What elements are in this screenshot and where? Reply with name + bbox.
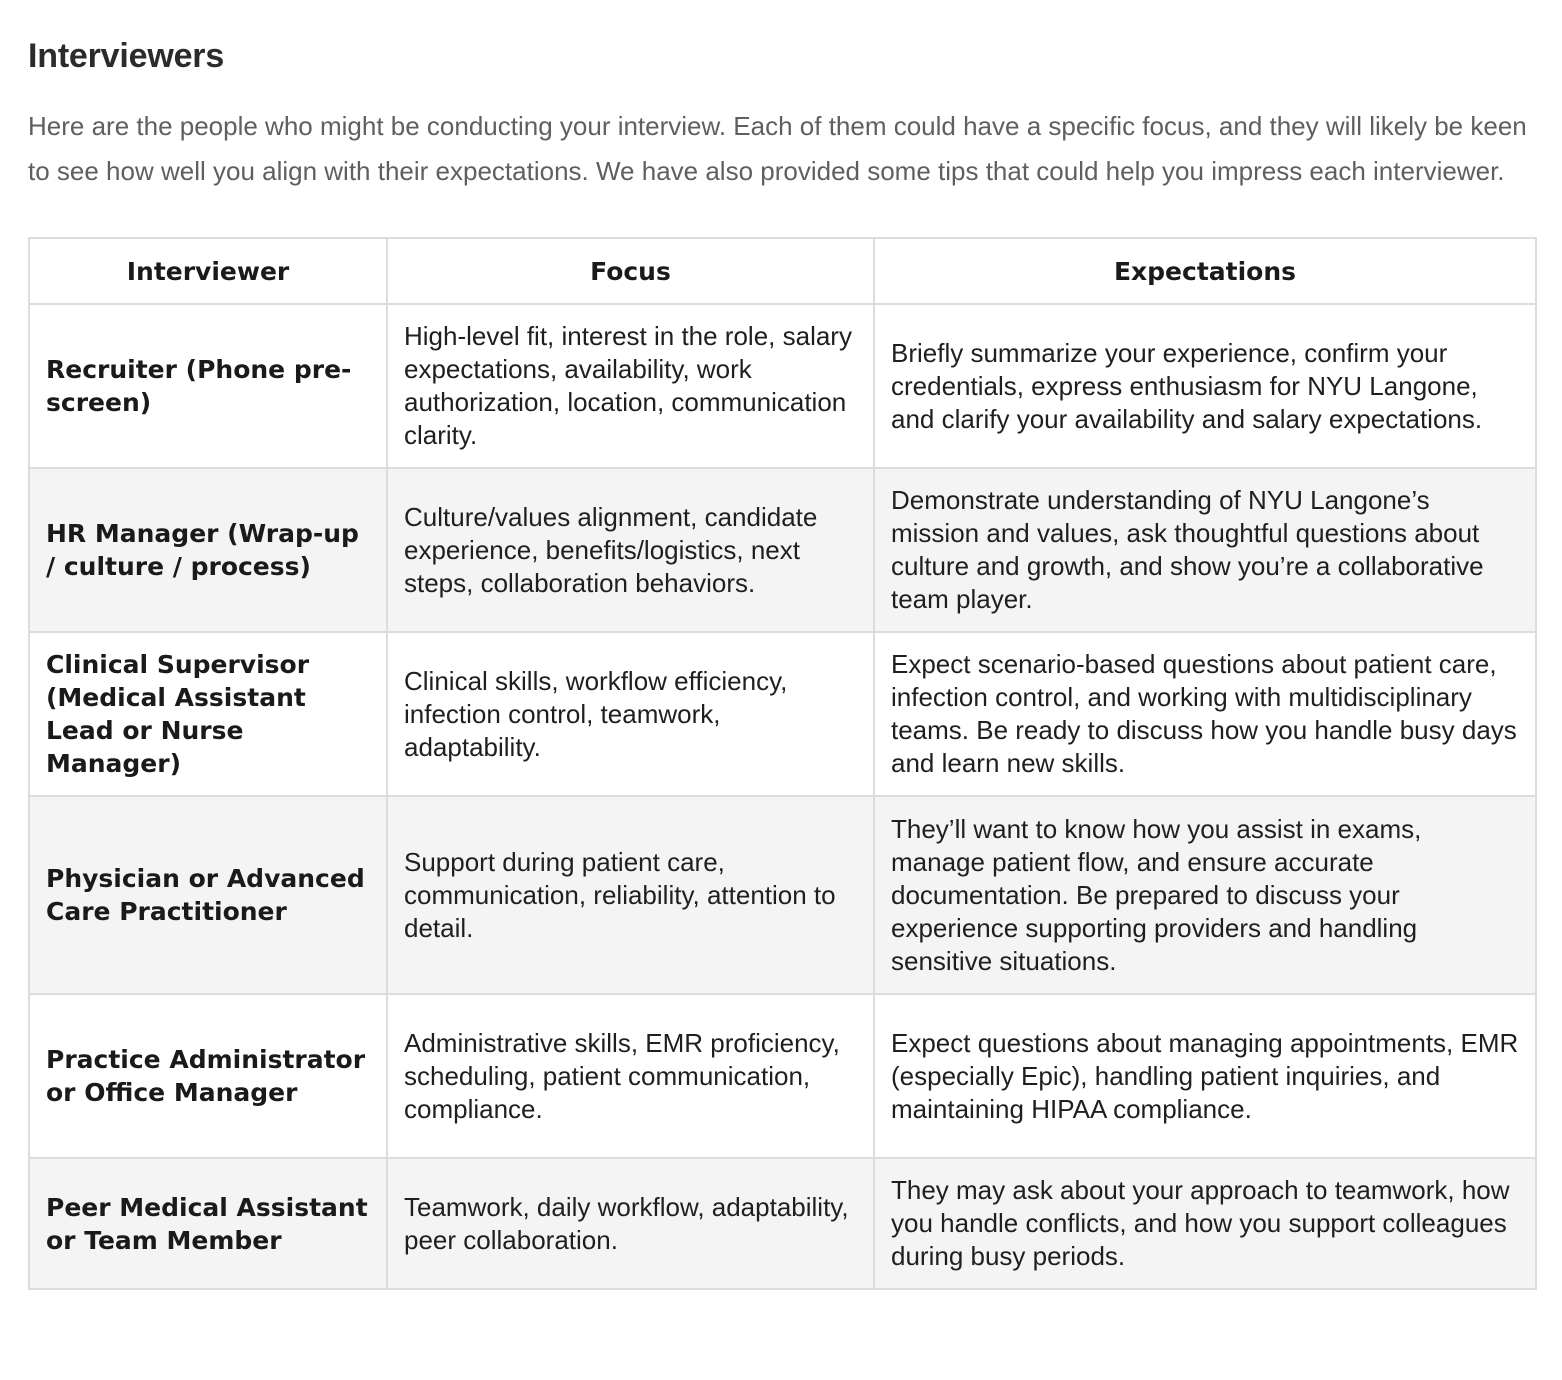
section-title: Interviewers	[28, 37, 225, 75]
table-body	[29, 304, 1536, 1289]
expectations-cell: Briefly summarize your experience, confirm your credentials, express enthusiasm for NYU Langone, and clarify your availability and salary expectations.	[874, 304, 1536, 468]
table-header	[29, 238, 1536, 304]
expectations-cell: They may ask about your approach to teamwork, how you handle conflicts, and how you support colleagues during busy periods.	[874, 1158, 1536, 1289]
interviewer-cell: Clinical Supervisor (Medical Assistant Lead or Nurse Manager)	[29, 632, 387, 796]
table-row	[29, 1158, 1536, 1289]
focus-cell: High-level fit, interest in the role, salary expectations, availability, work authorization, location, communication clarity.	[387, 304, 874, 468]
focus-cell: Clinical skills, workflow efficiency, infection control, teamwork, adaptability.	[387, 632, 874, 796]
expectations-cell: Expect scenario-based questions about patient care, infection control, and working with multidisciplinary teams. Be ready to discuss how you handle busy days and learn new skills.	[874, 632, 1536, 796]
table-row	[29, 468, 1536, 632]
interviewer-cell: HR Manager (Wrap-up / culture / process)	[29, 468, 387, 632]
header-focus: Focus	[387, 238, 874, 304]
expectations-cell: Demonstrate understanding of NYU Langone’s mission and values, ask thoughtful questions about culture and growth, and show you’re a collaborative team player.	[874, 468, 1536, 632]
header-row	[29, 238, 1536, 304]
focus-cell: Culture/values alignment, candidate experience, benefits/logistics, next steps, collaboration behaviors.	[387, 468, 874, 632]
interviewer-cell: Recruiter (Phone pre-screen)	[29, 304, 387, 468]
interviewers-table	[28, 237, 1537, 1290]
table-row	[29, 304, 1536, 468]
table-row	[29, 796, 1536, 994]
table-row	[29, 632, 1536, 796]
interviewer-cell: Physician or Advanced Care Practitioner	[29, 796, 387, 994]
expectations-cell: They’ll want to know how you assist in exams, manage patient flow, and ensure accurate documentation. Be prepared to discuss your experience supporting providers and handling sensitive situations.	[874, 796, 1536, 994]
table-row	[29, 994, 1536, 1158]
header-expectations: Expectations	[874, 238, 1536, 304]
interviewer-cell: Practice Administrator or Office Manager	[29, 994, 387, 1158]
section-intro: Here are the people who might be conducting your interview. Each of them could have a specific focus, and they will likely be keen to see how well you align with their expectations. We have also provided some tips that could help you impress each interviewer.	[28, 111, 1527, 186]
header-interviewer: Interviewer	[29, 238, 387, 304]
interviewer-cell: Peer Medical Assistant or Team Member	[29, 1158, 387, 1289]
focus-cell: Support during patient care, communication, reliability, attention to detail.	[387, 796, 874, 994]
focus-cell: Administrative skills, EMR proficiency, scheduling, patient communication, compliance.	[387, 994, 874, 1158]
focus-cell: Teamwork, daily workflow, adaptability, peer collaboration.	[387, 1158, 874, 1289]
expectations-cell: Expect questions about managing appointments, EMR (especially Epic), handling patient inquiries, and maintaining HIPAA compliance.	[874, 994, 1536, 1158]
